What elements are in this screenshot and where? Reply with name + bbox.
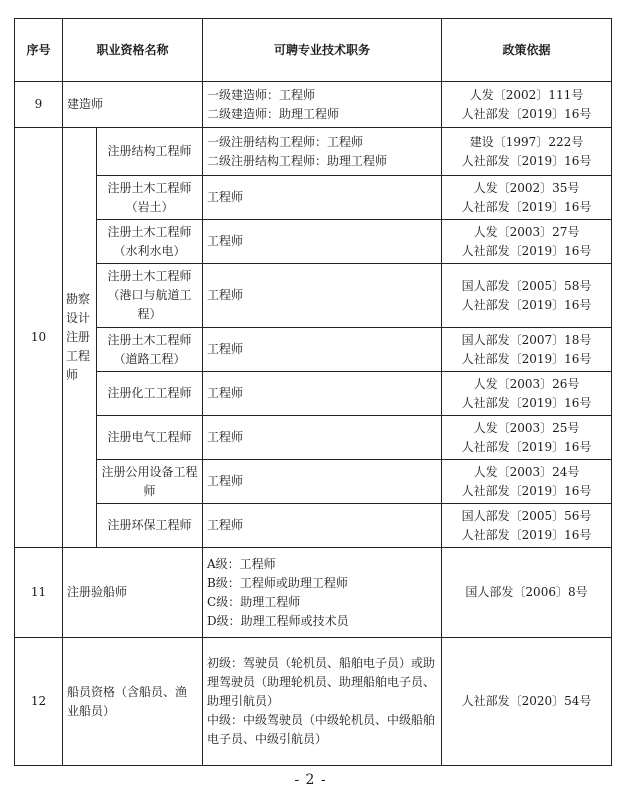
group-name: 勘察设计注册工程师 [63,128,97,548]
basis-cell [442,176,612,220]
row-number: 10 [15,128,63,548]
table-row [15,328,612,372]
post-cell: 初级：驾驶员（轮机员、船舶电子员）或助理驾驶员（助理轮机员、助理船舶电子员、助理引航员） 中级：中级驾驶员（中级轮机员、中级船舶电子员、中级引航员） [203,638,442,766]
basis-line: 人社部发〔2019〕16号 [461,297,592,312]
header-row [15,19,612,82]
sub-qualification-name: 注册环保工程师 [97,504,203,548]
basis-line: 人发〔2003〕25号 [473,420,580,435]
basis-cell [442,504,612,548]
basis-cell [442,460,612,504]
qualification-name: 船员资格（含船员、渔业船员） [63,638,203,766]
basis-line: 人发〔2002〕111号 [469,87,584,102]
post-cell: 工程师 [203,460,442,504]
basis-cell [442,416,612,460]
basis-line: 人社部发〔2019〕16号 [461,439,592,454]
sub-qualification-name: 注册结构工程师 [97,128,203,176]
basis-cell [442,372,612,416]
post-cell: 工程师 [203,372,442,416]
post-line: D级：助理工程师或技术员 [207,613,349,628]
header-no: 序号 [15,19,63,82]
sub-qualification-name: 注册土木工程师（港口与航道工程） [97,264,203,328]
table-row [15,460,612,504]
basis-cell [442,328,612,372]
basis-line: 国人部发〔2005〕58号 [461,278,592,293]
table-row [15,220,612,264]
table-row [15,176,612,220]
qualification-name: 注册验船师 [63,548,203,638]
header-qualification: 职业资格名称 [63,19,203,82]
basis-line: 人发〔2003〕27号 [473,224,580,239]
basis-line: 人社部发〔2019〕16号 [461,483,592,498]
header-post: 可聘专业技术职务 [203,19,442,82]
post-cell: 工程师 [203,328,442,372]
post-cell: 工程师 [203,504,442,548]
basis-line: 人社部发〔2019〕16号 [461,351,592,366]
post-line: 一级建造师：工程师 [207,87,316,102]
basis-cell [442,82,612,128]
basis-line: 国人部发〔2005〕56号 [461,508,592,523]
sub-qualification-name: 注册公用设备工程师 [97,460,203,504]
sub-qualification-name: 注册土木工程师（道路工程） [97,328,203,372]
page-number: - 2 - [294,772,327,788]
basis-line: 人社部发〔2019〕16号 [461,527,592,542]
post-cell: 工程师 [203,264,442,328]
basis-line: 人社部发〔2019〕16号 [461,243,592,258]
sub-qualification-name: 注册化工工程师 [97,372,203,416]
table-row [15,504,612,548]
basis-line: 人发〔2002〕35号 [473,180,580,195]
sub-qualification-name: 注册土木工程师（岩土） [97,176,203,220]
basis-cell [442,264,612,328]
table-row [15,82,612,128]
basis-cell: 国人部发〔2006〕8号 [442,548,612,638]
basis-line: 人社部发〔2019〕16号 [461,199,592,214]
post-line: A级：工程师 [207,556,276,571]
sub-qualification-name: 注册电气工程师 [97,416,203,460]
sub-qualification-name: 注册土木工程师（水利水电） [97,220,203,264]
post-cell: 工程师 [203,220,442,264]
table-row [15,264,612,328]
post-line: 二级建造师：助理工程师 [207,106,340,121]
basis-line: 人社部发〔2019〕16号 [461,106,592,121]
table-row [15,548,612,638]
basis-cell [442,220,612,264]
post-line: C级：助理工程师 [207,594,301,609]
basis-line: 人社部发〔2019〕16号 [461,153,592,168]
basis-line: 建设〔1997〕222号 [469,134,584,149]
post-cell: 工程师 [203,176,442,220]
row-number: 12 [15,638,63,766]
basis-line: 国人部发〔2007〕18号 [461,332,592,347]
post-cell: 工程师 [203,416,442,460]
basis-line: 人发〔2003〕24号 [473,464,580,479]
header-basis: 政策依据 [442,19,612,82]
table-row [15,416,612,460]
post-line: 一级注册结构工程师：工程师 [207,134,364,149]
table-row [15,638,612,766]
table-row [15,128,612,176]
table-row [15,372,612,416]
row-number: 11 [15,548,63,638]
post-line: B级：工程师或助理工程师 [207,575,348,590]
basis-cell [442,128,612,176]
qualification-name: 建造师 [63,82,203,128]
row-number: 9 [15,82,63,128]
basis-line: 人发〔2003〕26号 [473,376,580,391]
post-cell [203,548,442,638]
basis-cell: 人社部发〔2020〕54号 [442,638,612,766]
qualification-table [14,18,612,766]
post-line: 二级注册结构工程师：助理工程师 [207,153,388,168]
post-cell [203,82,442,128]
basis-line: 人社部发〔2019〕16号 [461,395,592,410]
post-cell [203,128,442,176]
